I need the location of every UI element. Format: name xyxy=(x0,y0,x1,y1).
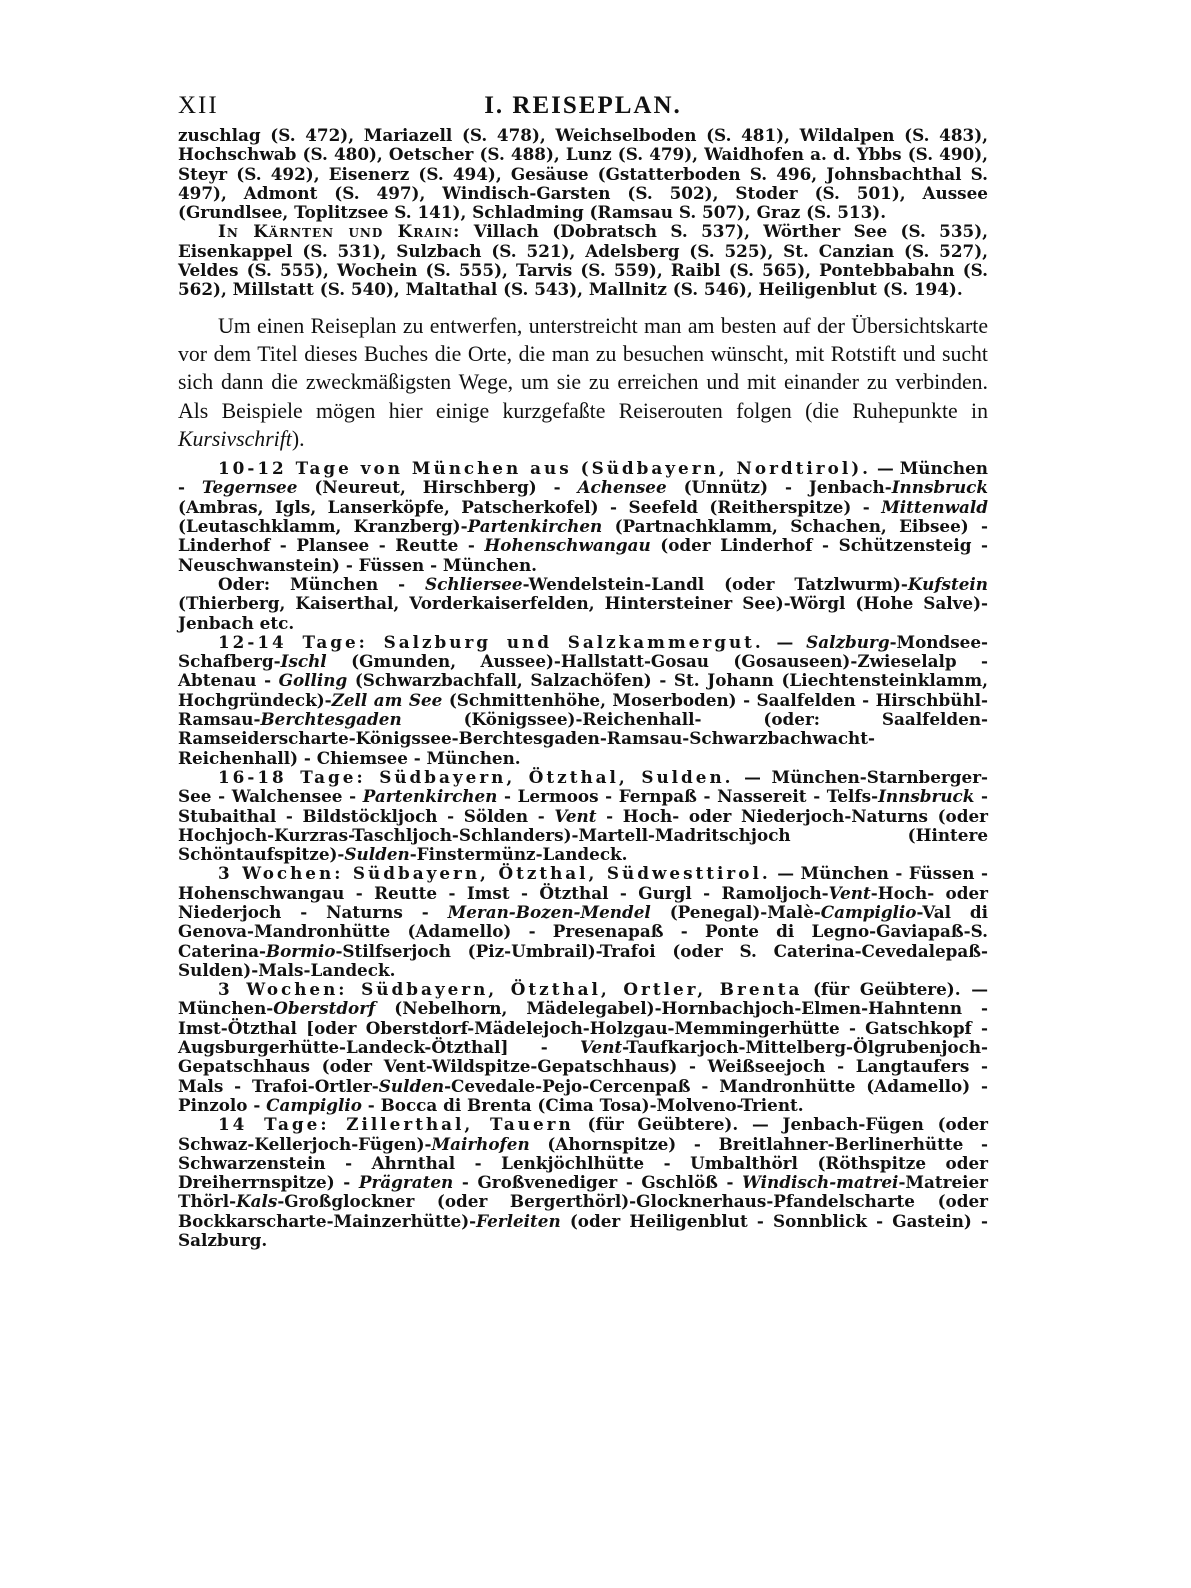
route-text: -Großglockner (oder Bergerthörl)-Glocknerhaus-Pfandelscharte (oder Bockkarscharte-Mainzerhütte)- xyxy=(178,1191,988,1231)
route-text: -Hoch- oder Niederjoch - Naturns - xyxy=(178,882,989,922)
kaernten-text: Villach (Dobratsch S. 537), Wörther See (S. 535), Eisenkappel (S. 531), Sulzbach (S. 521), Adelsberg (S. 525), St. Canzian (S. 527), Veldes (S. 555), Wochein (S. 555), Tarvis (S. 559), Raibl (S. 565), Pontebbabahn (S. 562), Millstatt (S. 540), Maltathal (S. 543), Mallnitz (S. 546), Heiligenblut (S. 194). xyxy=(178,221,988,300)
intro-text-b: ). xyxy=(291,426,305,451)
route-rest-stop: Meran-Bozen-Mendel xyxy=(447,901,651,922)
route-rest-stop: Achensee xyxy=(577,477,667,498)
route-paragraph xyxy=(178,768,988,864)
page-title: I. REISEPLAN. xyxy=(484,92,682,119)
route-rest-stop: Golling xyxy=(278,670,348,691)
route-rest-stop: Kals xyxy=(236,1191,278,1212)
kaernten-paragraph xyxy=(178,222,988,299)
route-text: (Ambras, Igls, Lanserköpfe, Patscherkofel) - Seefeld (Reitherspitze) - xyxy=(178,496,882,517)
route-rest-stop: Partenkirchen xyxy=(467,516,603,537)
route-text: -Finstermünz-Landeck. xyxy=(409,844,628,865)
route-text: -Cevedale-Pejo-Cercenpaß - Mandronhütte (Adamello) - Pinzolo - xyxy=(178,1075,988,1115)
route-rest-stop: Mairhofen xyxy=(431,1133,530,1154)
route-text: - Bocca di Brenta (Cima Tosa)-Molveno-Trient. xyxy=(361,1094,804,1115)
route-text: (Partnachklamm, Schachen, Eibsee) - Linderhof - Plansee - Reutte - xyxy=(178,516,988,556)
route-text: (Königssee)-Reichenhall- (oder: Saalfelden-Ramseiderscharte-Königssee-Berchtesgaden-Ramsau-Schwarzbachwacht-Reichenhall) - Chiemsee - München. xyxy=(178,709,988,768)
route-rest-stop: Campiglio xyxy=(266,1094,362,1115)
route-rest-stop: Zell am See xyxy=(331,689,443,710)
route-rest-stop: Schliersee xyxy=(424,573,523,594)
route-text: München - xyxy=(270,573,425,594)
intro-text-a: Um einen Reiseplan zu entwerfen, unterstreicht man am besten auf der Übersichtskarte vor dem Titel dieses Buches die Orte, die man zu besuchen wünscht, mit Rotstift und sucht sich dann die zweckmäßigsten Wege, um sie zu erreichen und mit einander zu verbinden. Als Beispiele mögen hier einige kurzgefaßte Reiserouten folgen (die Ruhepunkte in xyxy=(178,313,988,423)
route-text: — München - xyxy=(178,458,988,498)
route-lead: 14 Tage: Zillerthal, Tauern xyxy=(218,1114,574,1135)
route-rest-stop: Ferleiten xyxy=(476,1210,561,1231)
kaernten-lead: In Kärnten und Krain: xyxy=(218,221,461,242)
route-rest-stop: Innsbruck xyxy=(878,786,975,807)
route-rest-stop: Prägraten xyxy=(358,1172,454,1193)
route-text: (Gmunden, Aussee)-Hallstatt-Gosau (Gosauseen)-Zwieselalp - Abtenau - xyxy=(178,651,988,691)
route-rest-stop: Campiglio xyxy=(820,901,917,922)
routes-list xyxy=(178,459,988,1250)
route-lead: 12-14 Tage: Salzburg und Salzkammergut. xyxy=(218,631,764,652)
intro-italic: Kursivschrift xyxy=(178,426,292,451)
document-page xyxy=(178,92,988,1250)
route-text: (für Geübtere). — Jenbach-Fügen (oder Schwaz-Kellerjoch-Fügen)- xyxy=(178,1114,988,1154)
route-lead: 3 Wochen: Südbayern, Ötzthal, Ortler, Brenta xyxy=(218,979,803,1000)
route-paragraph xyxy=(178,633,988,768)
route-text: - Hoch- oder Niederjoch-Naturns (oder Hochjoch-Kurzras-Taschljoch-Schlanders)-Martell-Madritschjoch (Hintere Schöntaufspitze)- xyxy=(178,805,988,865)
route-text: (Penegal)-Malè- xyxy=(650,901,821,922)
continuation-block xyxy=(178,126,988,300)
route-text: — München-Starnberger-See - Walchensee - xyxy=(178,766,988,807)
route-rest-stop: Bormio xyxy=(265,940,336,961)
route-rest-stop: Oberstdorf xyxy=(273,998,376,1019)
route-text: - Stubaithal - Bildstöckljoch - Sölden - xyxy=(178,786,989,826)
route-rest-stop: Kufstein xyxy=(907,573,988,594)
route-text: (Thierberg, Kaiserthal, Vorderkaiserfelden, Hintersteiner See)-Wörgl (Hohe Salve)-Jenbach etc. xyxy=(178,593,988,633)
route-text: -Val di Genova-Mandronhütte (Adamello) - Presenapaß - Ponte di Legno-Gaviapaß-S. Caterina- xyxy=(178,901,989,961)
route-text: -Taufkarjoch-Mittelberg-Ölgrubenjoch-Gepatschhaus (oder Vent-Wildspitze-Gepatschhaus) - Weißseejoch - Langtaufers - Mals - Trafoi-Ortler- xyxy=(178,1037,988,1096)
route-text: (Schwarzbachfall, Salzachöfen) - St. Johann (Liechtensteinklamm, Hochgründeck)- xyxy=(178,670,988,710)
route-rest-stop: Tegernsee xyxy=(201,477,298,498)
route-lead: Oder: xyxy=(218,573,271,594)
route-text: (Ahornspitze) - Breitlahner-Berlinerhütte - Schwarzenstein - Ahrnthal - Lenkjöchlhütte - Umbalthörl (Röthspitze oder Dreiherrnspitze) - xyxy=(178,1133,988,1193)
page-header xyxy=(178,92,988,126)
route-paragraph xyxy=(178,459,988,575)
route-text: -Matreier Thörl- xyxy=(178,1172,989,1212)
route-text: -Mondsee-Schafberg- xyxy=(178,631,988,672)
route-rest-stop: Salzburg xyxy=(806,631,890,652)
route-text: -Stilfserjoch (Piz-Umbrail)-Trafoi (oder S. Caterina-Cevedalepaß-Sulden)-Mals-Landeck. xyxy=(178,940,988,980)
route-text: (oder Linderhof - Schützensteig - Neuschwanstein) - Füssen - München. xyxy=(178,535,988,575)
route-rest-stop: Ischl xyxy=(280,651,327,672)
route-paragraph xyxy=(178,575,988,633)
route-rest-stop: Vent xyxy=(554,805,597,826)
route-text: — München - Füssen - Hohenschwangau - Reutte - Imst - Ötzthal - Gurgl - Ramoljoch- xyxy=(178,863,988,903)
route-lead: 10-12 Tage von München aus (Südbayern, Nordtirol). xyxy=(218,458,871,479)
intro-paragraph xyxy=(178,312,988,453)
route-rest-stop: Innsbruck xyxy=(891,477,989,498)
route-rest-stop: Sulden xyxy=(344,844,410,865)
route-rest-stop: Partenkirchen xyxy=(362,786,498,807)
route-text: - Großvenediger - Gschlöß - xyxy=(453,1172,743,1193)
route-text: (Leutaschklamm, Kranzberg)- xyxy=(178,516,468,537)
route-text: (für Geübtere). — München- xyxy=(178,979,988,1019)
route-text: -Wendelstein-Landl (oder Tatzlwurm)- xyxy=(522,573,908,594)
route-rest-stop: Mittenwald xyxy=(881,496,988,517)
route-rest-stop: Vent xyxy=(580,1037,623,1058)
route-lead: 3 Wochen: Südbayern, Ötzthal, Südwesttirol. xyxy=(218,863,771,884)
route-rest-stop: Berchtesgaden xyxy=(260,709,402,730)
route-text: (Neureut, Hirschberg) - xyxy=(297,477,578,498)
route-paragraph xyxy=(178,1115,988,1250)
route-rest-stop: Vent xyxy=(828,882,871,903)
route-text: (Schmittenhöhe, Moserboden) - Saalfelden - Hirschbühl-Ramsau- xyxy=(178,689,988,730)
route-lead: 16-18 Tage: Südbayern, Ötzthal, Sulden. xyxy=(218,766,734,787)
route-paragraph xyxy=(178,864,988,980)
route-rest-stop: Hohenschwangau xyxy=(484,535,651,556)
route-text: — xyxy=(763,631,807,652)
route-rest-stop: Windisch-matrei xyxy=(742,1172,899,1193)
route-text: (Nebelhorn, Mädelegabel)-Hornbachjoch-Elmen-Hahntenn - Imst-Ötzthal [oder Oberstdorf-Mädelejoch-Holzgau-Memmingerhütte - Gatschkopf - Augsburgerhütte-Landeck-Ötzthal] - xyxy=(178,998,988,1058)
page-number: XII xyxy=(178,92,219,119)
route-text: (oder Heiligenblut - Sonnblick - Gastein) - Salzburg. xyxy=(178,1210,988,1251)
route-text: - Lermoos - Fernpaß - Nassereit - Telfs- xyxy=(497,786,879,807)
route-paragraph xyxy=(178,980,988,1115)
route-rest-stop: Sulden xyxy=(378,1075,445,1096)
route-text: (Unnütz) - Jenbach- xyxy=(666,477,892,498)
austria-list: zuschlag (S. 472), Mariazell (S. 478), Weichselboden (S. 481), Wildalpen (S. 483), Hochschwab (S. 480), Oetscher (S. 488), Lunz (S. 479), Waidhofen a. d. Ybbs (S. 490), Steyr (S. 492), Eisenerz (S. 494), Gesäuse (Gstatterboden S. 496, Johnsbachthal S. 497), Admont (S. 497), Windisch-Garsten (S. 502), Stoder (S. 501), Aussee (Grundlsee, Toplitzsee S. 141), Schladming (Ramsau S. 507), Graz (S. 513). xyxy=(178,125,988,223)
